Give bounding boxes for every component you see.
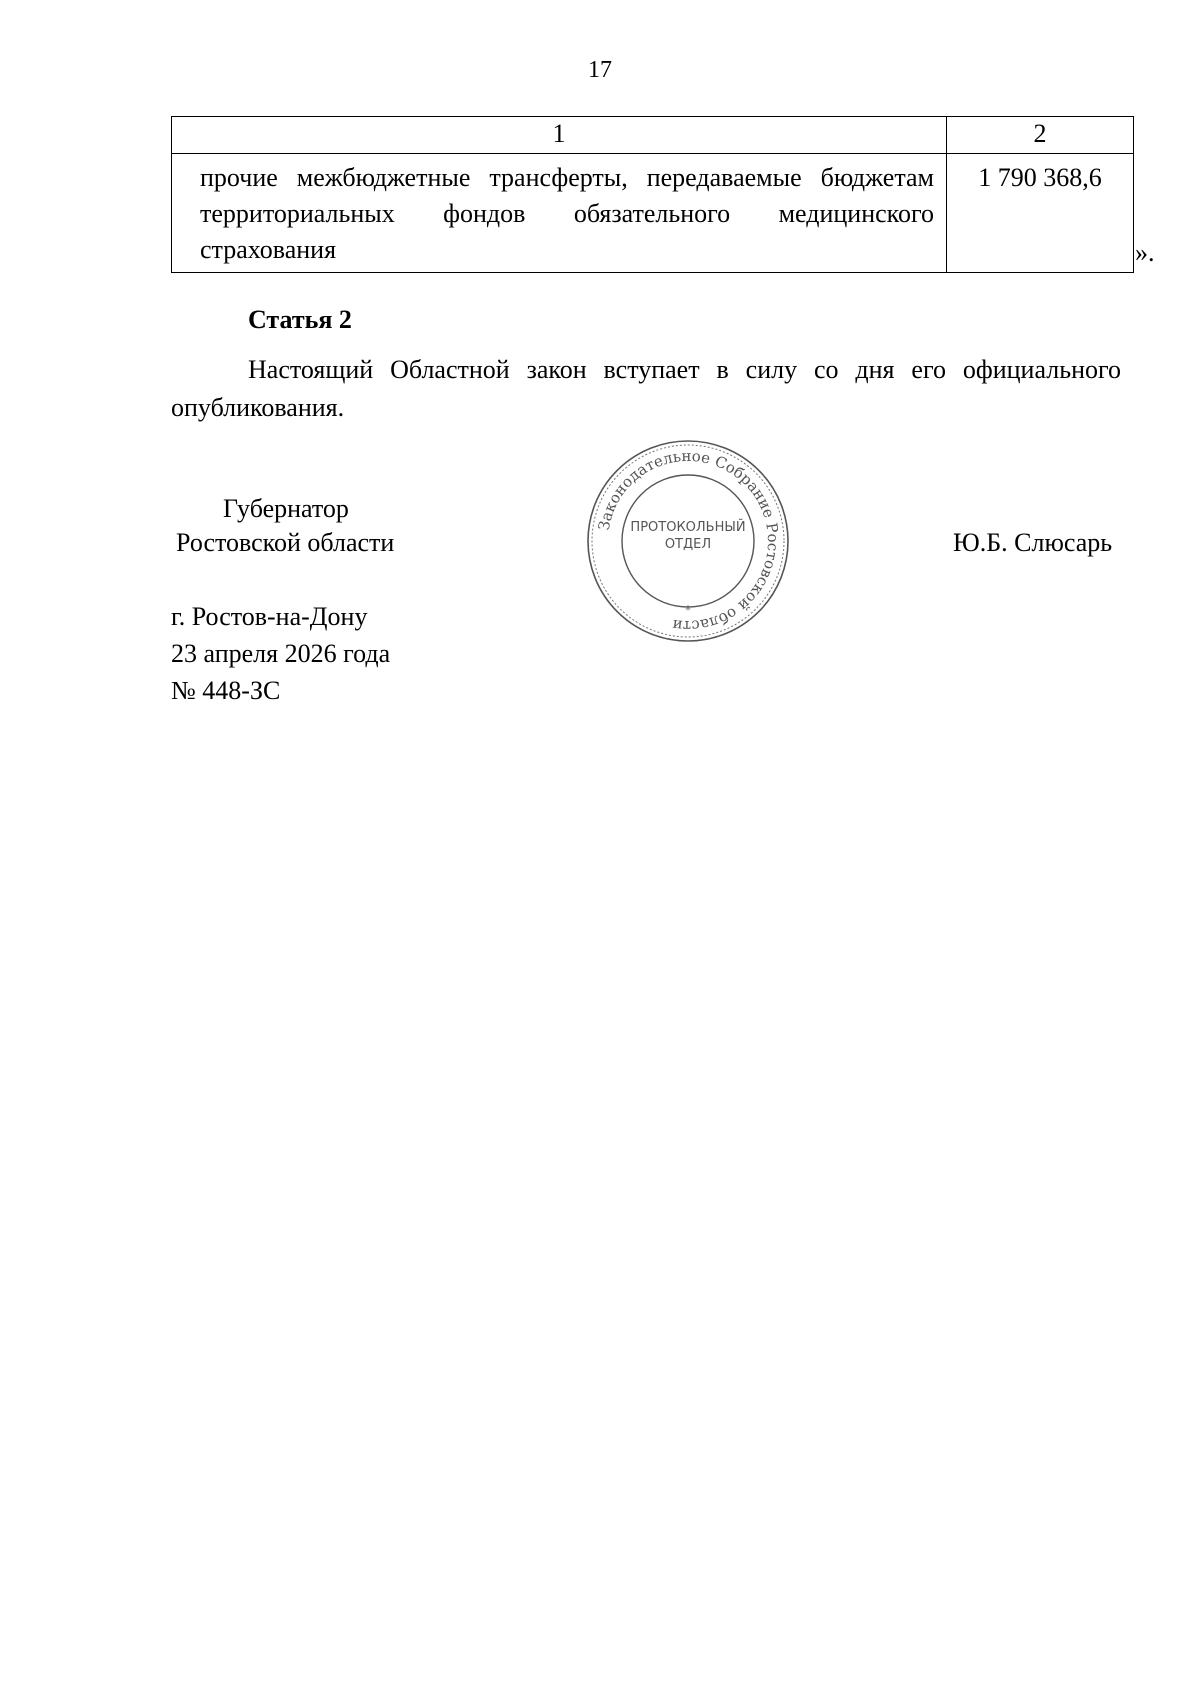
signer-name: Ю.Б. Слюсарь <box>953 528 1113 557</box>
place-date-block <box>171 598 390 709</box>
governor-region: Ростовской области <box>176 528 395 557</box>
article-title: Статья 2 <box>248 305 352 334</box>
table-header-col-1: 1 <box>172 117 947 154</box>
article-body: Настоящий Областной закон вступает в силу со дня его официального опубликования. <box>171 355 1121 422</box>
stamp-ring-text: Законодательное Собрание Ростовской области <box>594 446 783 636</box>
law-number: № 448-ЗС <box>171 676 281 705</box>
table-row <box>172 154 1134 273</box>
budget-table <box>171 116 1134 273</box>
date: 23 апреля 2026 года <box>171 639 391 668</box>
governor-title: Губернатор <box>223 494 349 523</box>
transfer-amount: 1 790 368,6 <box>978 163 1102 192</box>
city: г. Ростов-на-Дону <box>171 602 368 631</box>
stamp-star: * <box>685 603 691 617</box>
page-number: 17 <box>588 57 612 83</box>
table-cell-description <box>172 154 947 273</box>
table-cell-amount <box>947 154 1134 273</box>
closing-quote: ». <box>1135 238 1155 267</box>
table-header-col-2: 2 <box>947 117 1134 154</box>
transfer-description: прочие межбюджетные трансферты, передаваемые бюджетам территориальных фондов обязательного медицинского страхования <box>200 163 934 264</box>
stamp-center-line1: ПРОТОКОЛЬНЫЙ <box>630 520 746 535</box>
official-stamp <box>585 438 791 644</box>
table-header-row <box>172 117 1134 154</box>
stamp-center-line2: ОТДЕЛ <box>664 537 712 552</box>
